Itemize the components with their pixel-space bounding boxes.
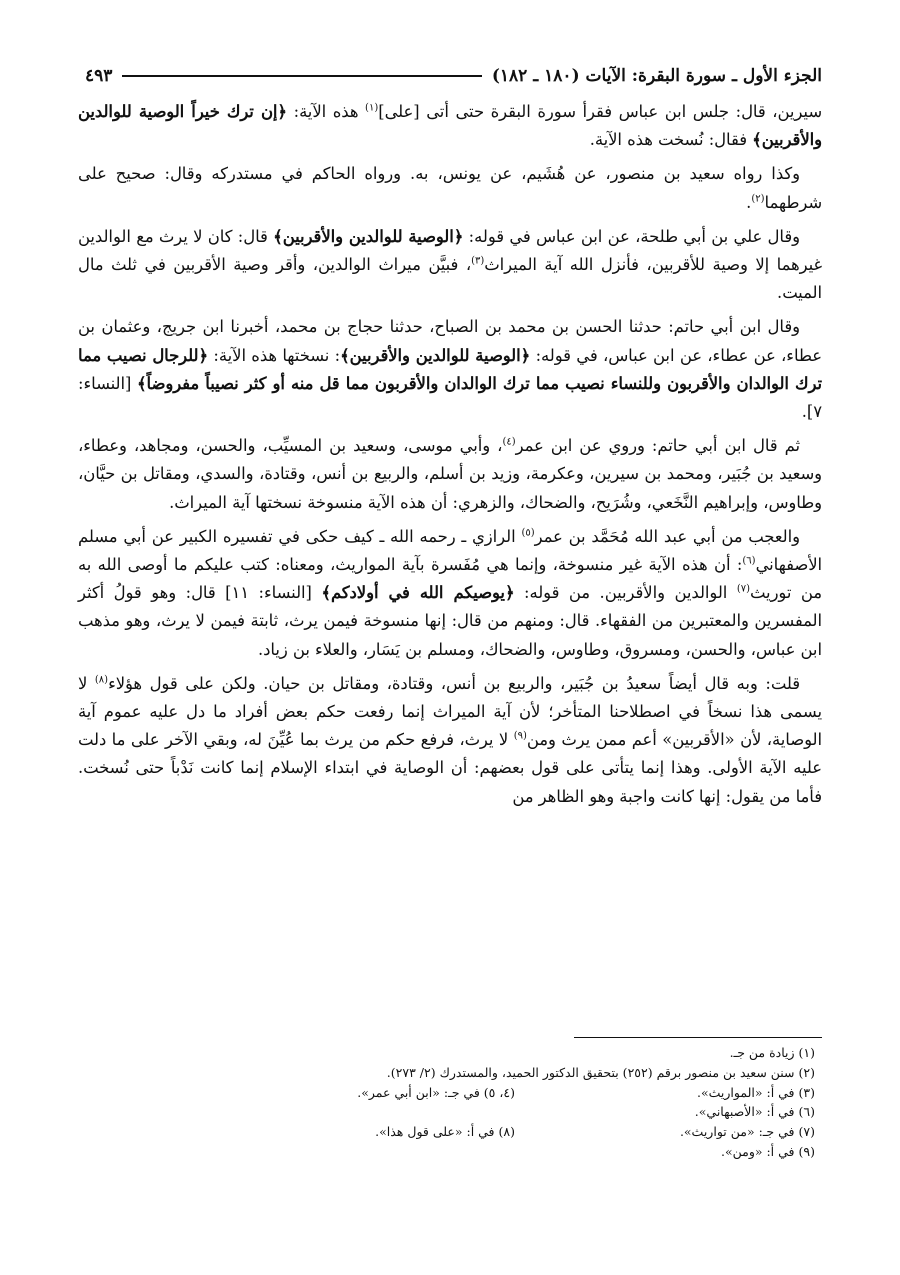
quran-quote: ﴿الوصية للوالدين والأقربين﴾ [340, 345, 531, 365]
footnote-ref: (٦) [742, 555, 756, 567]
text-run: وقال ابن أبي حاتم: حدثنا الحسن بن محمد بن الصباح، حدثنا حجاج بن محمد، أخبرنا ابن جريج، وعثمان بن عطاء، عن عطاء، عن ابن عباس، في قوله: [78, 317, 822, 365]
text-run: لا يرث، فرفع حكم من يرث بما عُيِّنَ له، وبقي الآخر على ما دلت عليه الآية الأولى. وهذا إنما يتأتى على قول بعضهم: أن الوصاية في ابتداء الإسلام إنما كانت نَدْباً حتى نُسخت. فأما من يقول: إنها كانت واجبة وهو الظاهر من [78, 730, 822, 806]
text-run: الرازي ـ رحمه الله ـ كيف حكى في تفسيره الكبير عن أبي مسلم الأصفهاني [78, 526, 822, 575]
text-run: : نسختها هذه الآية: [208, 345, 341, 365]
paragraph [78, 160, 822, 216]
footnote-ref: (٨) [94, 674, 109, 686]
paragraph [78, 432, 822, 517]
text-run: فقال: نُسخت هذه الآية. [589, 130, 753, 150]
footnote-4-5: (٤، ٥) في جـ: «ابن أبي عمر». [357, 1084, 515, 1100]
quran-quote: ﴿الوصية للوالدين والأقربين﴾ [273, 226, 464, 246]
footnote-1: (١) زيادة من جـ. [729, 1045, 815, 1060]
footnote-ref: (٣) [471, 255, 485, 267]
footnote-separator [574, 1037, 822, 1038]
footnote-9: (٩) في أ: «ومن». [720, 1143, 815, 1159]
text-run: هذه الآية: [286, 102, 366, 121]
text-run: الوالدين والأقربين. من قوله: [514, 583, 737, 603]
text-run: ، وأبي موسى، وسعيد بن المسيِّب، والحسن، ومجاهد، وعطاء، وسعيد بن جُبَير، ومحمد بن سيرين، وعكرمة، وزيد بن أسلم، والربيع بن أنس، وقتادة، والسدي، ومقاتل بن حيَّان، وطاوس، وإبراهيم النَّخَعي، وشُرَيح، والضحاك، والزهري: أن هذه الآية منسوخة نسختها آية الميراث. [78, 436, 822, 512]
text-run: والعجب من أبي عبد الله مُحَمَّد بن عمر [534, 526, 800, 546]
quran-quote: ﴿إن ترك خيراً الوصية للوالدين والأقربين﴾ [78, 102, 822, 150]
paragraph [78, 98, 822, 154]
footnote-3: (٣) في أ: «المواريث». [697, 1084, 815, 1100]
quran-quote: ﴿للرجال نصيب مما ترك الوالدان والأقربون وللنساء نصيب مما ترك الوالدان والأقربون مما قل منه أو كثر نصيباً مفروضاً﴾ [78, 345, 822, 393]
paragraph [78, 523, 822, 664]
paragraph [78, 670, 822, 811]
footnote-7: (٧) في جـ: «من تواريث». [679, 1124, 815, 1140]
footnote-8: (٨) في أ: «على قول هذا». [375, 1124, 515, 1140]
header-rule [122, 75, 481, 77]
footnote-row-7 [78, 1122, 815, 1142]
footnotes [78, 1043, 815, 1162]
text-run: : أن هذه الآية غير منسوخة، وإنما هي مُفَسرة بآية المواريث، ومعناه: كتب عليكم ما أوصى الله به من توريث [78, 555, 822, 603]
page-number: ٤٩٣ [85, 66, 113, 86]
running-header [85, 62, 822, 90]
footnote-ref: (٧) [736, 583, 751, 595]
text-run: قلت: وبه قال أيضاً سعيدُ بن جُبَير، والربيع بن أنس، وقتادة، ومقاتل بن حيان. ولكن على قول هؤلاء [108, 673, 800, 693]
footnote-6: (٦) في أ: «الأصبهاني». [694, 1104, 815, 1120]
paragraph [78, 223, 822, 308]
footnote-2: (٢) سنن سعيد بن منصور برقم (٢٥٢) بتحقيق الدكتور الحميد، والمستدرك (٢/ ٢٧٣). [386, 1064, 815, 1080]
text-run: ، فبيَّن ميراث الوالدين، وأقر وصية الأقربين في ثلث مال الميت. [78, 255, 822, 303]
paragraph [78, 313, 822, 426]
text-run: [النساء: ١١] قال: وهو قولُ أكثر المفسرين والمعتبرين من الفقهاء. قال: ومنهم من قال: إنها منسوخة فيمن يرث، ثابتة فيمن لا يرث، وهو مذهب ابن عباس، والحسن، ومسروق، وطاوس، والضحاك، ومسلم بن يَسَار، والعلاء بن زياد. [78, 583, 822, 659]
text-run: قال: كان لا يرث مع الوالدين غيرهما إلا وصية للأقربين، فأنزل الله آية الميراث [78, 226, 823, 275]
footnote-ref: (١) [365, 102, 379, 114]
text-run: وكذا رواه سعيد بن منصور، عن هُشَيم، عن يونس، به. ورواه الحاكم في مستدركه وقال: صحيح على شرطهما [78, 164, 822, 212]
header-title: الجزء الأول ـ سورة البقرة: الآيات (١٨٠ ـ ١٨٢) [491, 66, 822, 86]
quran-quote: ﴿يوصيكم الله في أولادكم﴾ [321, 583, 515, 603]
footnote-row-3 [78, 1083, 815, 1103]
body-text [78, 98, 822, 817]
text-run: [النساء: ٧]. [78, 373, 822, 422]
text-run: لا يسمى هذا نسخاً في اصطلاحنا المتأخر؛ لأن آية الميراث إنما رفعت حكم بعض أفراد ما دل عليه عموم آية الوصاية، لأن «الأقربين» أعم ممن يرث ومن [78, 673, 822, 750]
text-run: وقال علي بن أبي طلحة، عن ابن عباس في قوله: [463, 226, 800, 246]
footnote-ref: (٢) [751, 193, 765, 205]
text-run: سيرين، قال: جلس ابن عباس فقرأ سورة البقرة حتى أتى [على] [378, 102, 822, 121]
footnote-ref: (٥) [521, 527, 535, 539]
footnote-ref: (٤) [502, 436, 516, 448]
text-run: ثم قال ابن أبي حاتم: وروي عن ابن عمر [515, 436, 801, 456]
footnote-ref: (٩) [513, 730, 527, 742]
text-run: . [746, 192, 752, 212]
